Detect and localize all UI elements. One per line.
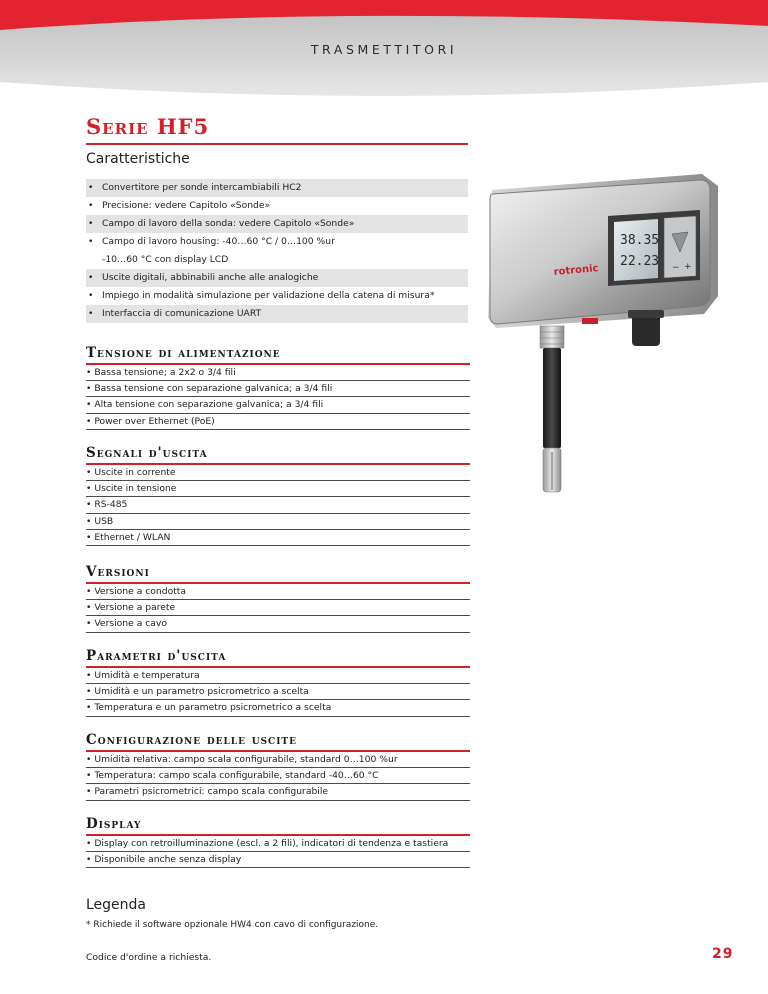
section-output-signals xyxy=(86,444,470,546)
page-header xyxy=(0,0,768,112)
order-note: Codice d'ordine a richiesta. xyxy=(86,952,212,963)
section-title: Segnali d'uscita xyxy=(86,444,470,465)
list-item: • Umidità e temperatura xyxy=(86,668,470,684)
product-image-hf5-transmitter xyxy=(482,168,722,508)
features-list xyxy=(86,179,468,323)
display-reading-2: 22.23 xyxy=(620,254,660,269)
list-item: • Power over Ethernet (PoE) xyxy=(86,414,470,430)
list-item: • Alta tensione con separazione galvanica; a 3/4 fili xyxy=(86,397,470,413)
list-item: • Umidità e un parametro psicrometrico a scelta xyxy=(86,684,470,700)
list-item: • Campo di lavoro della sonda: vedere Capitolo «Sonde» xyxy=(86,215,468,233)
section-title: Tensione di alimentazione xyxy=(86,344,470,365)
list-item: • Parametri psicrometrici: campo scala configurabile xyxy=(86,784,470,800)
list-item: -10…60 °C con display LCD xyxy=(102,254,229,265)
list-item: • RS-485 xyxy=(86,497,470,513)
list-item: • Temperatura: campo scala configurabile, standard -40…60 °C xyxy=(86,768,470,784)
list-item: • Precisione: vedere Capitolo «Sonde» xyxy=(88,200,271,211)
minus-key-icon: − xyxy=(672,263,680,273)
section-output-parameters xyxy=(86,647,470,717)
display-reading-1: 38.35 xyxy=(620,233,660,248)
list-item: • Versione a cavo xyxy=(86,616,470,632)
list-item: • Versione a condotta xyxy=(86,584,470,600)
section-title: Configurazione delle uscite xyxy=(86,731,470,752)
plus-key-icon: + xyxy=(684,262,692,272)
list-item: • Bassa tensione; a 2x2 o 3/4 fili xyxy=(86,365,470,381)
page-title: Serie HF5 xyxy=(86,114,210,139)
section-power-supply xyxy=(86,344,470,430)
list-item: • Umidità relativa: campo scala configurabile, standard 0…100 %ur xyxy=(86,752,470,768)
section-title: Display xyxy=(86,815,470,836)
list-item: • Convertitore per sonde intercambiabili HC2 xyxy=(86,179,468,197)
list-item: • Campo di lavoro housing: -40…60 °C / 0…100 %ur xyxy=(88,236,335,247)
list-item: • Display con retroilluminazione (escl. a 2 fili), indicatori di tendenza e tastiera xyxy=(86,836,470,852)
section-title: Parametri d'uscita xyxy=(86,647,470,668)
list-item: • Impiego in modalità simulazione per validazione della catena di misura* xyxy=(88,290,435,301)
list-item: • Interfaccia di comunicazione UART xyxy=(86,305,468,323)
page-number: 29 xyxy=(712,946,734,962)
section-title: Versioni xyxy=(86,563,470,584)
list-item: • Bassa tensione con separazione galvanica; a 3/4 fili xyxy=(86,381,470,397)
section-display xyxy=(86,815,470,868)
list-item: • USB xyxy=(86,514,470,530)
list-item: • Uscite in corrente xyxy=(86,465,470,481)
legend-heading: Legenda xyxy=(86,897,147,913)
list-item: • Temperatura e un parametro psicrometrico a scelta xyxy=(86,700,470,716)
category-label: TRASMETTITORI xyxy=(310,42,458,57)
features-heading: Caratteristiche xyxy=(86,151,190,167)
list-item: • Disponibile anche senza display xyxy=(86,852,470,868)
brand-logo: rotronic xyxy=(553,263,599,278)
list-item: • Uscite in tensione xyxy=(86,481,470,497)
list-item: • Versione a parete xyxy=(86,600,470,616)
section-versions xyxy=(86,563,470,633)
list-item: • Ethernet / WLAN xyxy=(86,530,470,546)
section-output-configuration xyxy=(86,731,470,801)
title-rule xyxy=(86,143,468,145)
legend-text: * Richiede il software opzionale HW4 con cavo di configurazione. xyxy=(86,920,379,930)
list-item: • Uscite digitali, abbinabili anche alle analogiche xyxy=(86,269,468,287)
